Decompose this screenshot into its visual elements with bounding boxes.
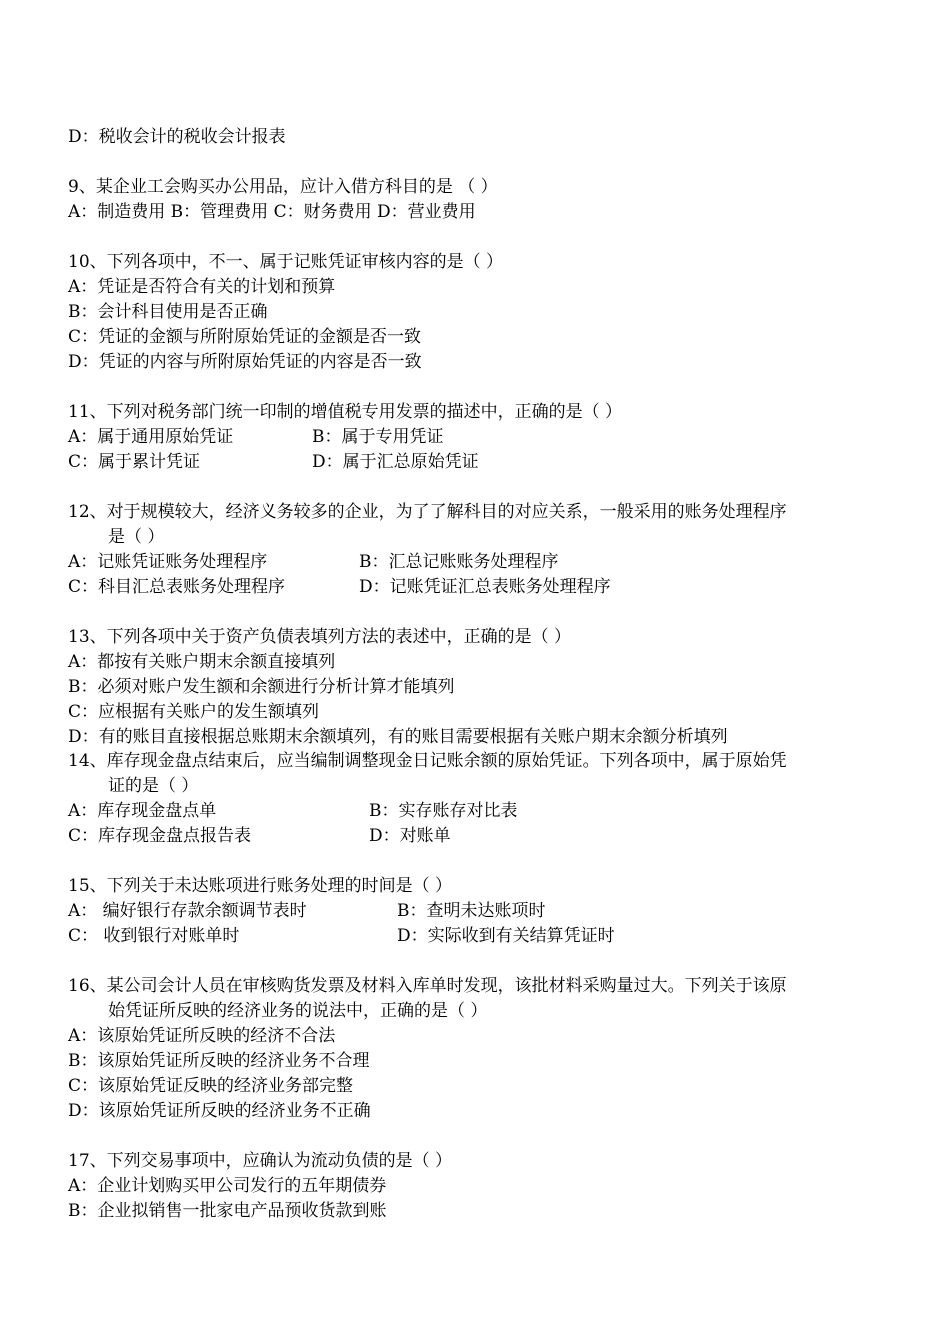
q11-question: 11、下列对税务部门统一印制的增值税专用发票的描述中，正确的是（ ） — [68, 402, 623, 422]
q17-option-b: B：企业拟销售一批家电产品预收货款到账 — [68, 1201, 387, 1221]
q13-option-b: B：必须对账户发生额和余额进行分析计算才能填列 — [68, 677, 455, 697]
q11-option-a: A：属于通用原始凭证 — [68, 427, 234, 447]
q15-question: 15、下列关于未达账项进行账务处理的时间是（ ） — [68, 876, 453, 896]
q13-option-a: A：都按有关账户期末余额直接填列 — [68, 652, 336, 672]
q15-option-a: A： 编好银行存款余额调节表时 — [68, 901, 307, 921]
q16-question: 16、某公司会计人员在审核购货发票及材料入库单时发现，该批材料采购量过大。下列关于该原 — [68, 976, 787, 996]
q17-question: 17、下列交易事项中，应确认为流动负债的是（ ） — [68, 1151, 453, 1171]
q12-option-a: A：记账凭证账务处理程序 — [68, 552, 268, 572]
q10-option-d: D：凭证的内容与所附原始凭证的内容是否一致 — [68, 352, 422, 372]
q14-question: 14、库存现金盘点结束后，应当编制调整现金日记账余额的原始凭证。下列各项中，属于原始凭 — [68, 751, 787, 771]
q16-question-cont: 始凭证所反映的经济业务的说法中，正确的是（ ） — [108, 1001, 488, 1021]
q16-option-a: A：该原始凭证所反映的经济不合法 — [68, 1026, 336, 1046]
q17-option-a: A：企业计划购买甲公司发行的五年期债券 — [68, 1176, 387, 1196]
q9-options: A：制造费用 B：管理费用 C：财务费用 D：营业费用 — [68, 202, 476, 222]
q14-option-d: D：对账单 — [369, 826, 451, 846]
q15-option-c: C： 收到银行对账单时 — [68, 926, 240, 946]
q10-question: 10、下列各项中，不一、属于记账凭证审核内容的是（ ） — [68, 252, 504, 272]
q10-option-c: C：凭证的金额与所附原始凭证的金额是否一致 — [68, 327, 422, 347]
q10-option-a: A：凭证是否符合有关的计划和预算 — [68, 277, 336, 297]
q11-option-b: B：属于专用凭证 — [312, 427, 444, 447]
q14-option-a: A：库存现金盘点单 — [68, 801, 217, 821]
q16-option-b: B：该原始凭证所反映的经济业务不合理 — [68, 1051, 370, 1071]
q16-option-c: C：该原始凭证反映的经济业务部完整 — [68, 1076, 354, 1096]
q12-option-c: C：科目汇总表账务处理程序 — [68, 577, 286, 597]
q13-option-d: D：有的账目直接根据总账期末余额填列，有的账目需要根据有关账户期末余额分析填列 — [68, 727, 728, 747]
q13-question: 13、下列各项中关于资产负债表填列方法的表述中，正确的是（ ） — [68, 627, 572, 647]
q12-question: 12、对于规模较大，经济义务较多的企业，为了了解科目的对应关系，一般采用的账务处理程序 — [68, 502, 787, 522]
q14-option-c: C：库存现金盘点报告表 — [68, 826, 252, 846]
q12-option-b: B：汇总记账账务处理程序 — [359, 552, 559, 572]
q11-option-d: D：属于汇总原始凭证 — [312, 452, 479, 472]
q15-option-d: D：实际收到有关结算凭证时 — [397, 926, 615, 946]
q14-question-cont: 证的是（ ） — [108, 776, 199, 796]
q15-option-b: B：查明未达账项时 — [397, 901, 546, 921]
q9-question: 9、某企业工会购买办公用品，应计入借方科目的是 （ ） — [68, 177, 498, 197]
q10-option-b: B：会计科目使用是否正确 — [68, 302, 268, 322]
q8-option-d: D：税收会计的税收会计报表 — [68, 127, 286, 147]
q11-option-c: C：属于累计凭证 — [68, 452, 201, 472]
q16-option-d: D：该原始凭证所反映的经济业务不正确 — [68, 1101, 371, 1121]
q12-question-cont: 是（ ） — [108, 527, 165, 547]
q14-option-b: B：实存账存对比表 — [369, 801, 518, 821]
q13-option-c: C：应根据有关账户的发生额填列 — [68, 702, 320, 722]
q12-option-d: D：记账凭证汇总表账务处理程序 — [359, 577, 611, 597]
